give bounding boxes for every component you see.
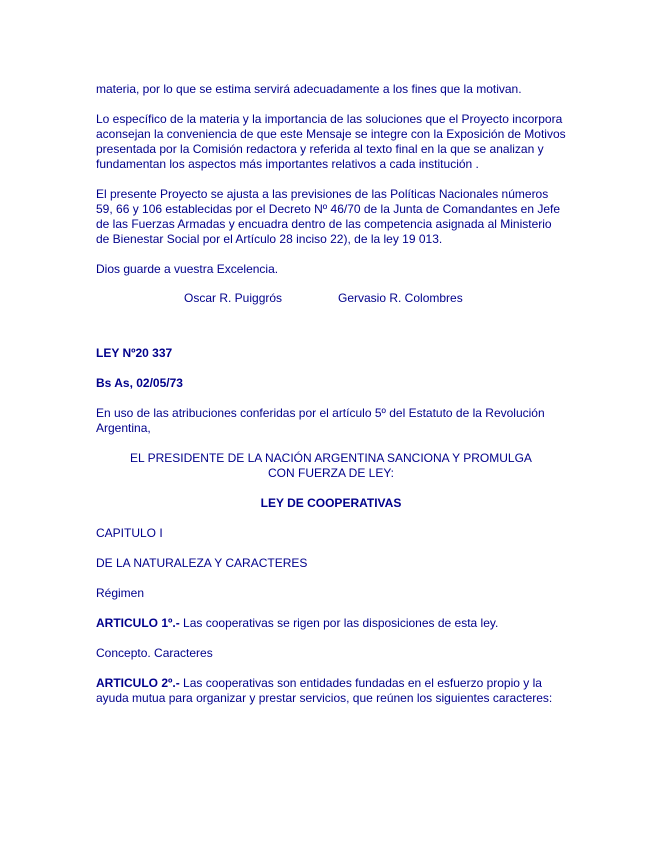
article-1-text: Las cooperativas se rigen por las disposiciones de esta ley. xyxy=(179,616,499,630)
chapter-heading: CAPITULO I xyxy=(96,526,163,540)
document-page xyxy=(96,82,566,706)
signatures xyxy=(96,291,566,306)
section-concepto: Concepto. Caracteres xyxy=(96,646,213,660)
chapter-title: DE LA NATURALEZA Y CARACTERES xyxy=(96,556,308,570)
paragraph-1: materia, por lo que se estima servirá adecuadamente a los fines que la motivan. xyxy=(96,82,522,96)
law-number: LEY Nº20 337 xyxy=(96,346,173,360)
article-1-label: ARTICULO 1º.- xyxy=(96,616,180,630)
article-2-label: ARTICULO 2º.- xyxy=(96,676,180,690)
signer-1: Oscar R. Puiggrós xyxy=(184,291,283,305)
preamble: En uso de las atribuciones conferidas por el artículo 5º del Estatuto de la Revolución Argentina, xyxy=(96,406,545,435)
article-2-text: Las cooperativas son entidades fundadas en el esfuerzo propio y la ayuda mutua para organizar y prestar servicios, que reúnen los siguientes caracteres: xyxy=(96,676,553,705)
article-1 xyxy=(96,616,566,631)
paragraph-2: Lo específico de la materia y la importancia de las soluciones que el Proyecto incorpora aconsejan la conveniencia de que este Mensaje se integre con la Exposición de Motivos presentada por la Comisión redactora y referida al texto final en la que se analizan y fundamentan los aspectos más importantes relativos a cada institución . xyxy=(96,112,566,171)
article-2 xyxy=(96,676,566,706)
closing-line: Dios guarde a vuestra Excelencia. xyxy=(96,262,279,276)
decree-line-1: EL PRESIDENTE DE LA NACIÓN ARGENTINA SANCIONA Y PROMULGA xyxy=(130,451,532,465)
section-regimen: Régimen xyxy=(96,586,145,600)
paragraph-3: El presente Proyecto se ajusta a las previsiones de las Políticas Nacionales números 59, 66 y 106 establecidas por el Decreto Nº 46/70 de la Junta de Comandantes en Jefe de las Fuerzas Armadas y encuadra dentro de las competencia asignada al Ministerio de Bienestar Social por el Artículo 28 inciso 22), de la ley 19 013. xyxy=(96,187,561,246)
decree-line-2: CON FUERZA DE LEY: xyxy=(267,466,395,480)
signer-2: Gervasio R. Colombres xyxy=(338,291,463,305)
law-title: LEY DE COOPERATIVAS xyxy=(260,496,402,510)
decree-heading xyxy=(96,451,566,481)
law-date: Bs As, 02/05/73 xyxy=(96,376,183,390)
